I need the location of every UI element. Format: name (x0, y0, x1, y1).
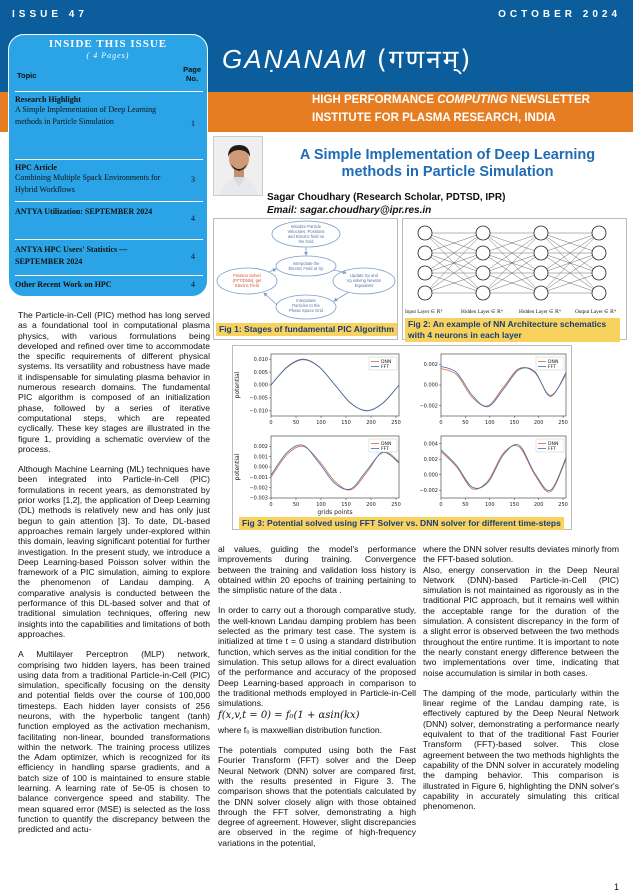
title-devanagari: (गणनम्) (376, 45, 473, 75)
y-tick-label: 0.001 (253, 454, 268, 461)
x-tick-label: 0 (269, 420, 273, 426)
figure-2-caption: Fig 2: An example of NN Architecture schematics with 4 neurons in each layer (405, 318, 620, 342)
x-tick-label: 200 (366, 420, 376, 426)
legend-label: FFT (548, 365, 557, 371)
legend-label: DNN (381, 360, 392, 366)
title-latin: GAṆANAM (222, 44, 368, 74)
paragraph: Also, energy conservation in the Deep Neural Network (DNN)-based Particle-in-Cell (PIC) simulation is not maintained as rigorously as in the traditional PIC approach, but it remains well within the acceptable range for the duration of the simulation. A consistent discrepancy in the form of a slight error is observed between the two methods throughout the entire runtime. It is important to note the nearly constant energy difference between the two implementations over time, indicating that noise accumulation is similar in both cases. (423, 564, 619, 678)
body-column-1 (18, 310, 210, 845)
inside-page-count: ( 4 Pages) (86, 51, 130, 60)
y-tick-label: −0.001 (249, 475, 268, 482)
node-text: Velocities, Positions (287, 229, 325, 234)
node-text: Interpolate the (292, 261, 320, 266)
y-tick-label: −0.002 (249, 485, 268, 492)
toc-description: Combining Multiple Spack Environments for Hybrid Workflows (15, 173, 161, 194)
x-tick-label: 50 (292, 420, 300, 426)
y-tick-label: 0.010 (253, 356, 268, 363)
y-tick-label: −0.010 (249, 408, 268, 415)
nn-neuron (418, 246, 432, 260)
figure-3 (232, 345, 572, 530)
toc-section: Other Recent Work on HPC (15, 280, 112, 289)
nn-layer-label: Output Layer ∈ ℝ⁴ (575, 309, 616, 315)
nn-neuron (534, 246, 548, 260)
paragraph: Although Machine Learning (ML) techniques have been integrated into Particle-in-Cell (PIC) formulations in recent years, as demonstrated by prior works [1,2], the application of Deep Learning (DL) methods is relatively new and has only just begun to gain attention [3]. To date, DL-based approaches remain largely under-explored within this domain, leaving significant potential for further investigation. In the present study, we introduce a Deep Learning-based Poisson solver within the framework of a PIC simulation, aiming to explore the phenomenon of Landau damping. A comparative analysis is conducted between the performance of this DL-based solver and that of traditional simulation techniques, offering new insights into the capabilities and limitations of both approaches. (18, 464, 210, 639)
nn-neuron (476, 266, 490, 280)
article-author: Sagar Choudhary (Research Scholar, PDTSD, IPR) (267, 192, 506, 203)
newsletter-subtitle (312, 94, 590, 106)
legend-label: DNN (548, 360, 559, 366)
issue-date: OCTOBER 2024 (498, 9, 621, 20)
y-tick-label: −0.002 (419, 403, 438, 410)
paragraph: In order to carry out a thorough comparative study, the well-known Landau damping problem has been selected as the primary test case. The system is initialized at time t = 0 using a standard distribution function, which serves as the initial condition for the simulation. This setup allows for a direct evaluation of the performance and accuracy of the proposed Deep Learning-based approach in comparison to the traditional methods employed in Particle-in-Cell simulations. (218, 605, 416, 709)
y-tick-label: −0.003 (249, 495, 268, 502)
y-axis-label: potential (234, 371, 241, 399)
nn-neuron (476, 286, 490, 300)
author-portrait-icon (214, 137, 263, 196)
article-title: A Simple Implementation of Deep Learning methods in Particle Simulation (299, 147, 596, 180)
paragraph: al values, guiding the model's performance improvements during training. Convergence between the training and validation loss history is obtained within 20 epochs of training pertaining to the simplistic nature of the data . (218, 544, 416, 596)
y-tick-label: 0.002 (253, 444, 268, 451)
inside-this-issue-box (8, 34, 208, 297)
toc-section: ANTYA HPC Users' Statistics — SEPTEMBER 2024 (15, 245, 128, 266)
x-tick-label: 100 (485, 420, 495, 426)
toc-item-research-highlight[interactable] (15, 91, 203, 159)
paragraph: where the DNN solver results deviates minorly from the FFT-based solution. (423, 544, 619, 565)
nn-neuron (418, 226, 432, 240)
x-tick-label: 0 (439, 420, 443, 426)
x-tick-label: 200 (533, 420, 544, 426)
x-tick-label: 150 (509, 420, 520, 426)
legend-label: DNN (548, 442, 559, 448)
y-tick-label: −0.002 (419, 487, 438, 494)
nn-layer-label: Hidden Layer ∈ ℝ⁴ (519, 309, 561, 315)
y-tick-label: 0.000 (423, 382, 438, 389)
y-tick-label: 0.002 (423, 456, 438, 463)
node-text: Poisson Solver (233, 273, 261, 278)
chart-panel-bottom-left (249, 436, 400, 508)
paragraph: The potentials computed using both the Fast Fourier Transform (FFT) solver and the Deep Neural Network (DNN) solver are compared first, with the results presented in Figure 3. The comparison shows that the potentials calculated by the DNN solver closely align with those obtained through the FFT solver, demonstrating a high degree of agreement. However, slight discrepancies are observed in the regime of high-frequency variations in the potential, (218, 745, 416, 848)
nn-neuron (534, 286, 548, 300)
toc-page-number: 1 (191, 119, 195, 128)
figure-1 (213, 218, 398, 340)
legend-label: DNN (381, 442, 392, 448)
y-tick-label: 0.000 (253, 382, 268, 389)
node-text: and Electric field on (287, 234, 325, 239)
pic-cycle-diagram (214, 219, 399, 323)
page-number: 1 (613, 882, 619, 892)
toc-page-number: 4 (191, 214, 195, 223)
nn-architecture-diagram (403, 219, 628, 307)
nn-neuron (476, 246, 490, 260)
node-text: Update Xp and (350, 273, 378, 278)
toc-page-number: 4 (191, 280, 195, 289)
legend-label: FFT (548, 447, 557, 453)
issue-number: ISSUE 47 (12, 9, 88, 20)
nn-neuron (592, 226, 606, 240)
toc-section: ANTYA Utilization: SEPTEMBER 2024 (15, 207, 153, 216)
figure-1-caption: Fig 1: Stages of fundamental PIC Algorithm (216, 323, 397, 336)
legend-label: FFT (381, 365, 390, 371)
x-tick-label: 150 (341, 420, 351, 426)
legend-label: FFT (381, 447, 390, 453)
toc-page-header: Page No. (183, 65, 201, 83)
node-text: (FFT/DNN), get (232, 278, 262, 283)
y-tick-label: 0.000 (253, 464, 268, 471)
node-text: Vp solving Newton (346, 278, 382, 283)
x-tick-label: 50 (292, 502, 300, 508)
nn-neuron (418, 266, 432, 280)
y-tick-label: −0.005 (249, 395, 268, 402)
node-text: Equations (354, 283, 374, 288)
nn-neuron (534, 266, 548, 280)
x-tick-label: 0 (269, 502, 273, 508)
x-tick-label: 250 (391, 420, 401, 426)
node-text: Electric Field (235, 283, 259, 288)
toc-item-other-work[interactable] (15, 275, 203, 297)
x-tick-label: 200 (366, 502, 376, 508)
nn-layer-label: Input Layer ∈ ℝ⁴ (405, 309, 443, 315)
x-tick-label: 50 (462, 502, 469, 508)
x-tick-label: 0 (439, 502, 443, 508)
toc-item-hpc-article[interactable] (15, 159, 203, 199)
x-axis-label: grids points (317, 509, 353, 516)
subtitle-emphasis: COMPUTING (437, 94, 508, 106)
node-text: Electric Field at Xp (288, 266, 324, 271)
y-tick-label: 0.005 (253, 369, 268, 376)
toc-item-antya-utilization[interactable] (15, 201, 203, 237)
node-text: Phase Space Grid (289, 308, 323, 313)
inside-title: INSIDE THIS ISSUE (48, 38, 168, 50)
toc-page-number: 4 (191, 252, 195, 261)
chart-panel-bottom-right (419, 436, 567, 508)
nn-neuron (592, 286, 606, 300)
x-tick-label: 250 (558, 420, 568, 426)
chart-panel-top-left (249, 354, 400, 426)
nn-neuron (418, 286, 432, 300)
y-tick-label: 0.004 (423, 441, 438, 448)
paragraph: The damping of the mode, particularly within the linear regime of the Landau damping rate, is effectively captured by the Deep Neural Network (DNN) solver, demonstrating a performance nearly equivalent to that of the traditional Fast Fourier Transform (FFT)-based solver. This close agreement between the two methods highlights the capability of the DNN solver in accurately modeling the damping behavior. This comparison is illustrated in Figure 6, highlighting the DNN solver's capability in accurately simulating this critical phenomenon. (423, 687, 619, 812)
subtitle-part: HIGH PERFORMANCE (312, 94, 438, 106)
node-text: Interpolate (296, 298, 316, 303)
distribution-formula: f(x,v,t = 0) = f₀(1 + αsin(kx) (218, 710, 360, 722)
paragraph: where f₀ is maxwellian distribution function. (218, 724, 383, 735)
x-tick-label: 100 (316, 502, 326, 508)
paragraph: A Multilayer Perceptron (MLP) network, comprising two hidden layers, has been trained using data from a traditional Particle-in-Cell (PIC) simulation, specifically focusing on the density and potential fields over the course of 100,000 timesteps. Each hidden layer consists of 256 neurons, with the hyperbolic tangent (tanh) function employed as the activation mechanism, facilitating non-linear, bounded transformations within the network. The training process utilizes the Adam optimizer, which is recognized for its efficiency in handling sparse gradients, and a batch size of 100 is maintained to ensure stable learning. A learning rate of 5e-05 is chosen to balance convergence speed and stability. The mean squared error (MSE) is selected as the loss function to quantify the discrepancy between the predicted and actu- (18, 649, 210, 835)
nn-neuron (592, 266, 606, 280)
y-tick-label: 0.002 (423, 362, 438, 369)
nn-layer-label: Hidden Layer ∈ ℝ⁴ (461, 309, 503, 315)
nn-layer-labels (403, 305, 628, 317)
body-column-3 (423, 544, 619, 821)
toc-topic-header: Topic (17, 71, 37, 80)
body-column-2 (218, 544, 416, 858)
node-text: Particles to the (292, 303, 320, 308)
article-email[interactable]: Email: sagar.choudhary@ipr.res.in (267, 205, 432, 216)
fft-vs-dnn-plots (233, 346, 573, 516)
y-axis-label: potential (234, 453, 241, 481)
figure-3-caption: Fig 3: Potential solved using FFT Solver vs. DNN solver for different time-steps (239, 517, 564, 530)
nn-neuron (592, 246, 606, 260)
toc-page-number: 3 (191, 175, 195, 184)
chart-panel-top-right (419, 354, 567, 426)
paragraph: The Particle-in-Cell (PIC) method has long served as a foundational tool in computational plasma physics, with various formulations being developed and refined over time to accommodate the specific requirements of different physical systems. Its versatility and robustness have made it indispensable for simulating plasma behavior in numerous research domains. The fundamental PIC algorithm is composed of an initialization phase, followed by a series of iterative computational steps, which are repeated cyclically. These key stages are illustrated in the figure 1, providing a schematic overview of the process. (18, 310, 210, 454)
x-tick-label: 50 (462, 420, 469, 426)
nn-neuron (476, 226, 490, 240)
toc-section: Research Highlight (15, 95, 81, 104)
subtitle-part: NEWSLETTER (507, 94, 590, 106)
toc-description: A Simple Implementation of Deep Learning methods in Particle Simulation (15, 105, 157, 126)
x-tick-label: 200 (533, 502, 544, 508)
x-tick-label: 100 (316, 420, 326, 426)
x-tick-label: 100 (485, 502, 495, 508)
newsletter-title (222, 40, 472, 76)
node-text: the Grid (298, 239, 314, 244)
x-tick-label: 250 (558, 502, 568, 508)
x-tick-label: 150 (509, 502, 520, 508)
toc-item-antya-statistics[interactable] (15, 239, 203, 275)
x-tick-label: 250 (391, 502, 401, 508)
author-photo (213, 136, 263, 196)
figure-2 (402, 218, 627, 340)
nn-neuron (534, 226, 548, 240)
toc-section: HPC Article (15, 163, 57, 172)
x-tick-label: 150 (341, 502, 351, 508)
node-text: Initialize Particle (290, 224, 322, 229)
y-tick-label: 0.000 (423, 472, 438, 479)
institute-name: INSTITUTE FOR PLASMA RESEARCH, INDIA (312, 112, 556, 124)
